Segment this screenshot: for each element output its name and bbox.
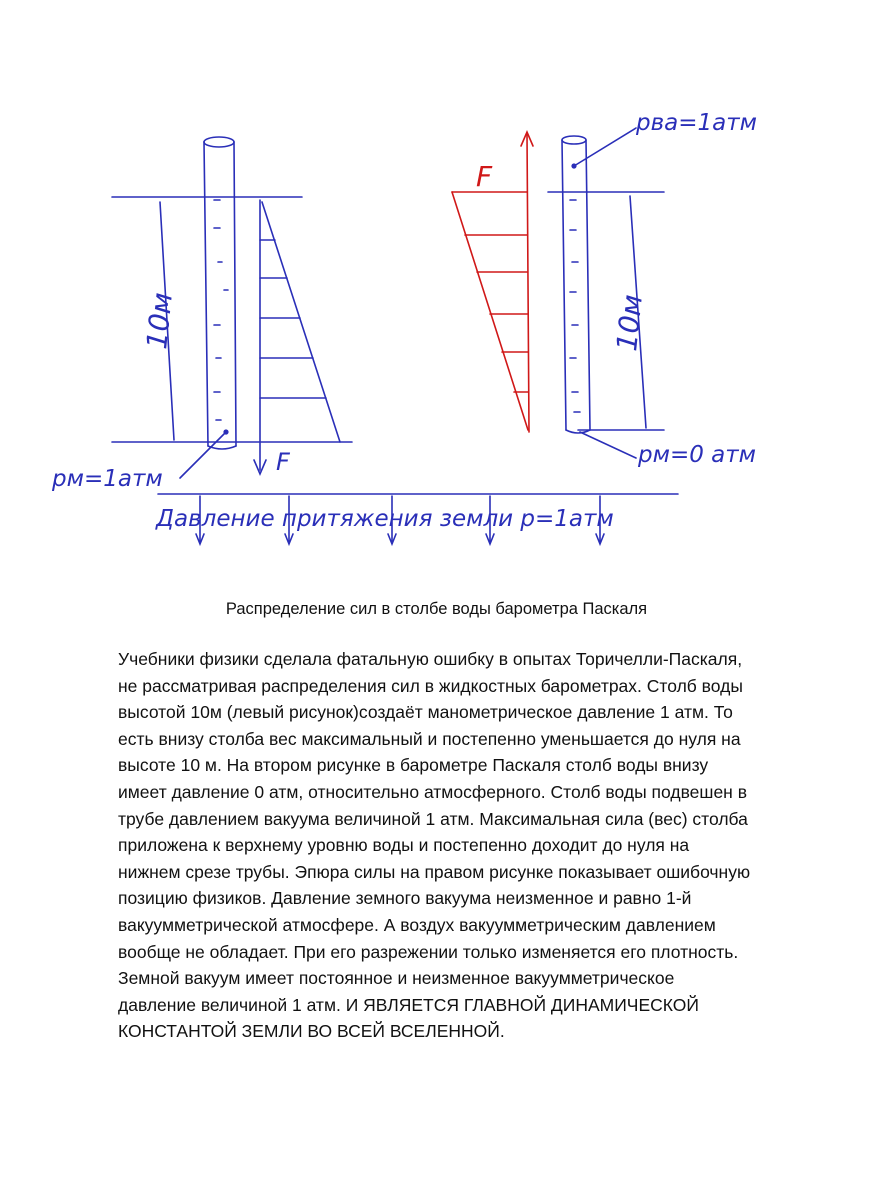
- right-top-pointer: [574, 128, 636, 166]
- body-line: позицию физиков. Давление земного вакуума неизменное и равно 1-й: [118, 888, 692, 909]
- body-line: Земной вакуум имеет постоянное и неизменное вакуумметрическое: [118, 968, 675, 989]
- figure-caption: Распределение сил в столбе воды барометра Паскаля: [225, 600, 648, 618]
- body-line: трубе давлением вакуума величиной 1 атм. Максимальная сила (вес) столба: [118, 808, 748, 829]
- body-line: высоте 10 м. На втором рисунке в барометре Паскаля столб воды внизу: [118, 755, 709, 776]
- left-pressure-label: pм=1атм: [52, 466, 163, 492]
- barometer-sketch: [0, 0, 873, 570]
- body-line: высотой 10м (левый рисунок)создаёт манометрическое давление 1 атм. То: [118, 702, 733, 723]
- body-line: не рассматривая распределения сил в жидкостных барометрах. Столб воды: [118, 675, 743, 696]
- left-barometer-tube: [204, 137, 236, 449]
- body-line: имеет давление 0 атм, относительно атмосферного. Столб воды подвешен в: [118, 781, 748, 802]
- body-line: вообще не обладает. При его разрежении только изменяется его плотность.: [118, 941, 739, 962]
- right-force-label: F: [476, 160, 493, 193]
- right-height-label: 10м: [610, 292, 649, 353]
- body-line: есть внизу столба вес максимальный и постепенно уменьшается до нуля на: [118, 728, 741, 749]
- body-line: вакуумметрической атмосфере. А воздух вакуумметрическим давлением: [118, 914, 716, 935]
- body-text: [118, 646, 808, 1045]
- left-force-label: F: [276, 448, 290, 476]
- right-force-diagram: [452, 132, 533, 432]
- body-line: Учебники физики сделала фатальную ошибку в опытах Торичелли-Паскаля,: [118, 649, 743, 669]
- body-line: приложена к верхнему уровню воды и постепенно доходит до нуля на: [118, 835, 690, 856]
- attraction-pressure-label: Давление притяжения земли p=1атм: [156, 506, 614, 532]
- left-force-diagram: [254, 200, 340, 474]
- right-barometer-tube: [562, 136, 590, 433]
- left-height-label: 10м: [140, 290, 179, 351]
- right-top-pressure-label: pва=1атм: [636, 110, 757, 136]
- body-line: давление величиной 1 атм. И ЯВЛЯЕТСЯ ГЛАВНОЙ ДИНАМИЧЕСКОЙ: [118, 994, 699, 1015]
- body-line: нижнем срезе трубы. Эпюра силы на правом рисунке показывает ошибочную: [118, 861, 751, 882]
- body-line: КОНСТАНТОЙ ЗЕМЛИ ВО ВСЕЙ ВСЕЛЕННОЙ.: [118, 1021, 505, 1042]
- right-pressure-label: pм=0 атм: [638, 442, 757, 468]
- right-pressure-pointer: [580, 432, 636, 458]
- left-pressure-pointer: [180, 432, 226, 478]
